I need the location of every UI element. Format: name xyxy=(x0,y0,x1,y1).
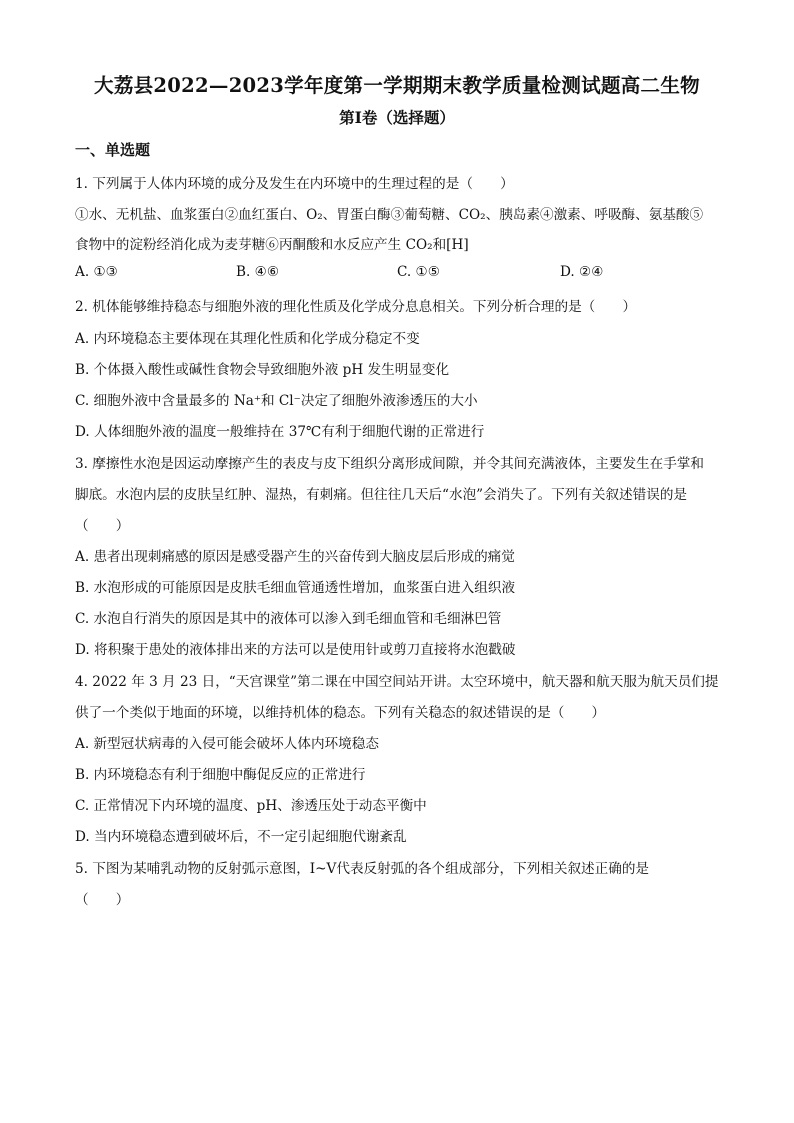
q5-stem-line-1: 5. 下图为某哺乳动物的反射弧示意图，Ⅰ~Ⅴ代表反射弧的各个组成部分，下列相关叙述正确的是 xyxy=(75,861,650,877)
q1-options xyxy=(75,264,715,284)
q3-stem-line-3: （ ） xyxy=(75,518,130,534)
q1-option-b: B. ④⑥ xyxy=(236,264,280,280)
q2-option-c: C. 细胞外液中含量最多的 Na⁺和 Cl⁻决定了细胞外液渗透压的大小 xyxy=(75,393,478,409)
q2-stem: 2. 机体能够维持稳态与细胞外液的理化性质及化学成分息息相关。下列分析合理的是（ ） xyxy=(75,299,637,315)
q1-items-line-2: 食物中的淀粉经消化成为麦芽糖⑥丙酮酸和水反应产生 CO₂和[H] xyxy=(75,237,469,253)
q3-option-a: A. 患者出现刺痛感的原因是感受器产生的兴奋传到大脑皮层后形成的痛觉 xyxy=(75,549,515,565)
q3-option-b: B. 水泡形成的可能原因是皮肤毛细血管通透性增加，血浆蛋白进入组织液 xyxy=(75,580,516,596)
q1-stem: 1. 下列属于人体内环境的成分及发生在内环境中的生理过程的是（ ） xyxy=(75,176,514,192)
q1-option-d: D. ②④ xyxy=(560,264,604,280)
q3-option-c: C. 水泡自行消失的原因是其中的液体可以渗入到毛细血管和毛细淋巴管 xyxy=(75,611,502,627)
q3-stem-line-1: 3. 摩擦性水泡是因运动摩擦产生的表皮与皮下组织分离形成间隙，并令其间充满液体，主要发生在手掌和 xyxy=(75,456,705,472)
q2-option-d: D. 人体细胞外液的温度一般维持在 37℃有利于细胞代谢的正常进行 xyxy=(75,424,485,440)
q1-option-a: A. ①③ xyxy=(75,264,118,280)
q2-option-a: A. 内环境稳态主要体现在其理化性质和化学成分稳定不变 xyxy=(75,331,420,347)
q4-option-b: B. 内环境稳态有利于细胞中酶促反应的正常进行 xyxy=(75,767,366,783)
q5-stem-line-2: （ ） xyxy=(75,892,130,908)
q4-stem-line-1: 4. 2022 年 3 月 23 日，“天宫课堂”第二课在中国空间站开讲。太空环境中，航天器和航天服为航天员们提 xyxy=(75,674,719,690)
q4-option-a: A. 新型冠状病毒的入侵可能会破坏人体内环境稳态 xyxy=(75,736,379,752)
exam-title: 大荔县2022—2023学年度第一学期期末教学质量检测试题高二生物 xyxy=(94,74,700,97)
q4-option-d: D. 当内环境稳态遭到破坏后，不一定引起细胞代谢紊乱 xyxy=(75,829,407,845)
q1-option-c: C. ①⑤ xyxy=(397,264,440,280)
q1-items-line-1: ①水、无机盐、血浆蛋白②血红蛋白、O₂、胃蛋白酶③葡萄糖、CO₂、胰岛素④激素、呼吸酶、氨基酸⑤ xyxy=(75,207,704,223)
paper-part-title: 第I卷（选择题） xyxy=(339,108,455,127)
q2-option-b: B. 个体摄入酸性或碱性食物会导致细胞外液 pH 发生明显变化 xyxy=(75,362,450,378)
q4-option-c: C. 正常情况下内环境的温度、pH、渗透压处于动态平衡中 xyxy=(75,798,427,814)
section-heading: 一、单选题 xyxy=(75,141,151,159)
q4-stem-line-2: 供了一个类似于地面的环境，以维持机体的稳态。下列有关稳态的叙述错误的是（ ） xyxy=(75,705,606,721)
q3-option-d: D. 将积聚于患处的液体排出来的方法可以是使用针或剪刀直接将水泡戳破 xyxy=(75,642,516,658)
q3-stem-line-2: 脚底。水泡内层的皮肤呈红肿、湿热，有刺痛。但往往几天后“水泡”会消失了。下列有关叙述错误的是 xyxy=(75,487,688,503)
